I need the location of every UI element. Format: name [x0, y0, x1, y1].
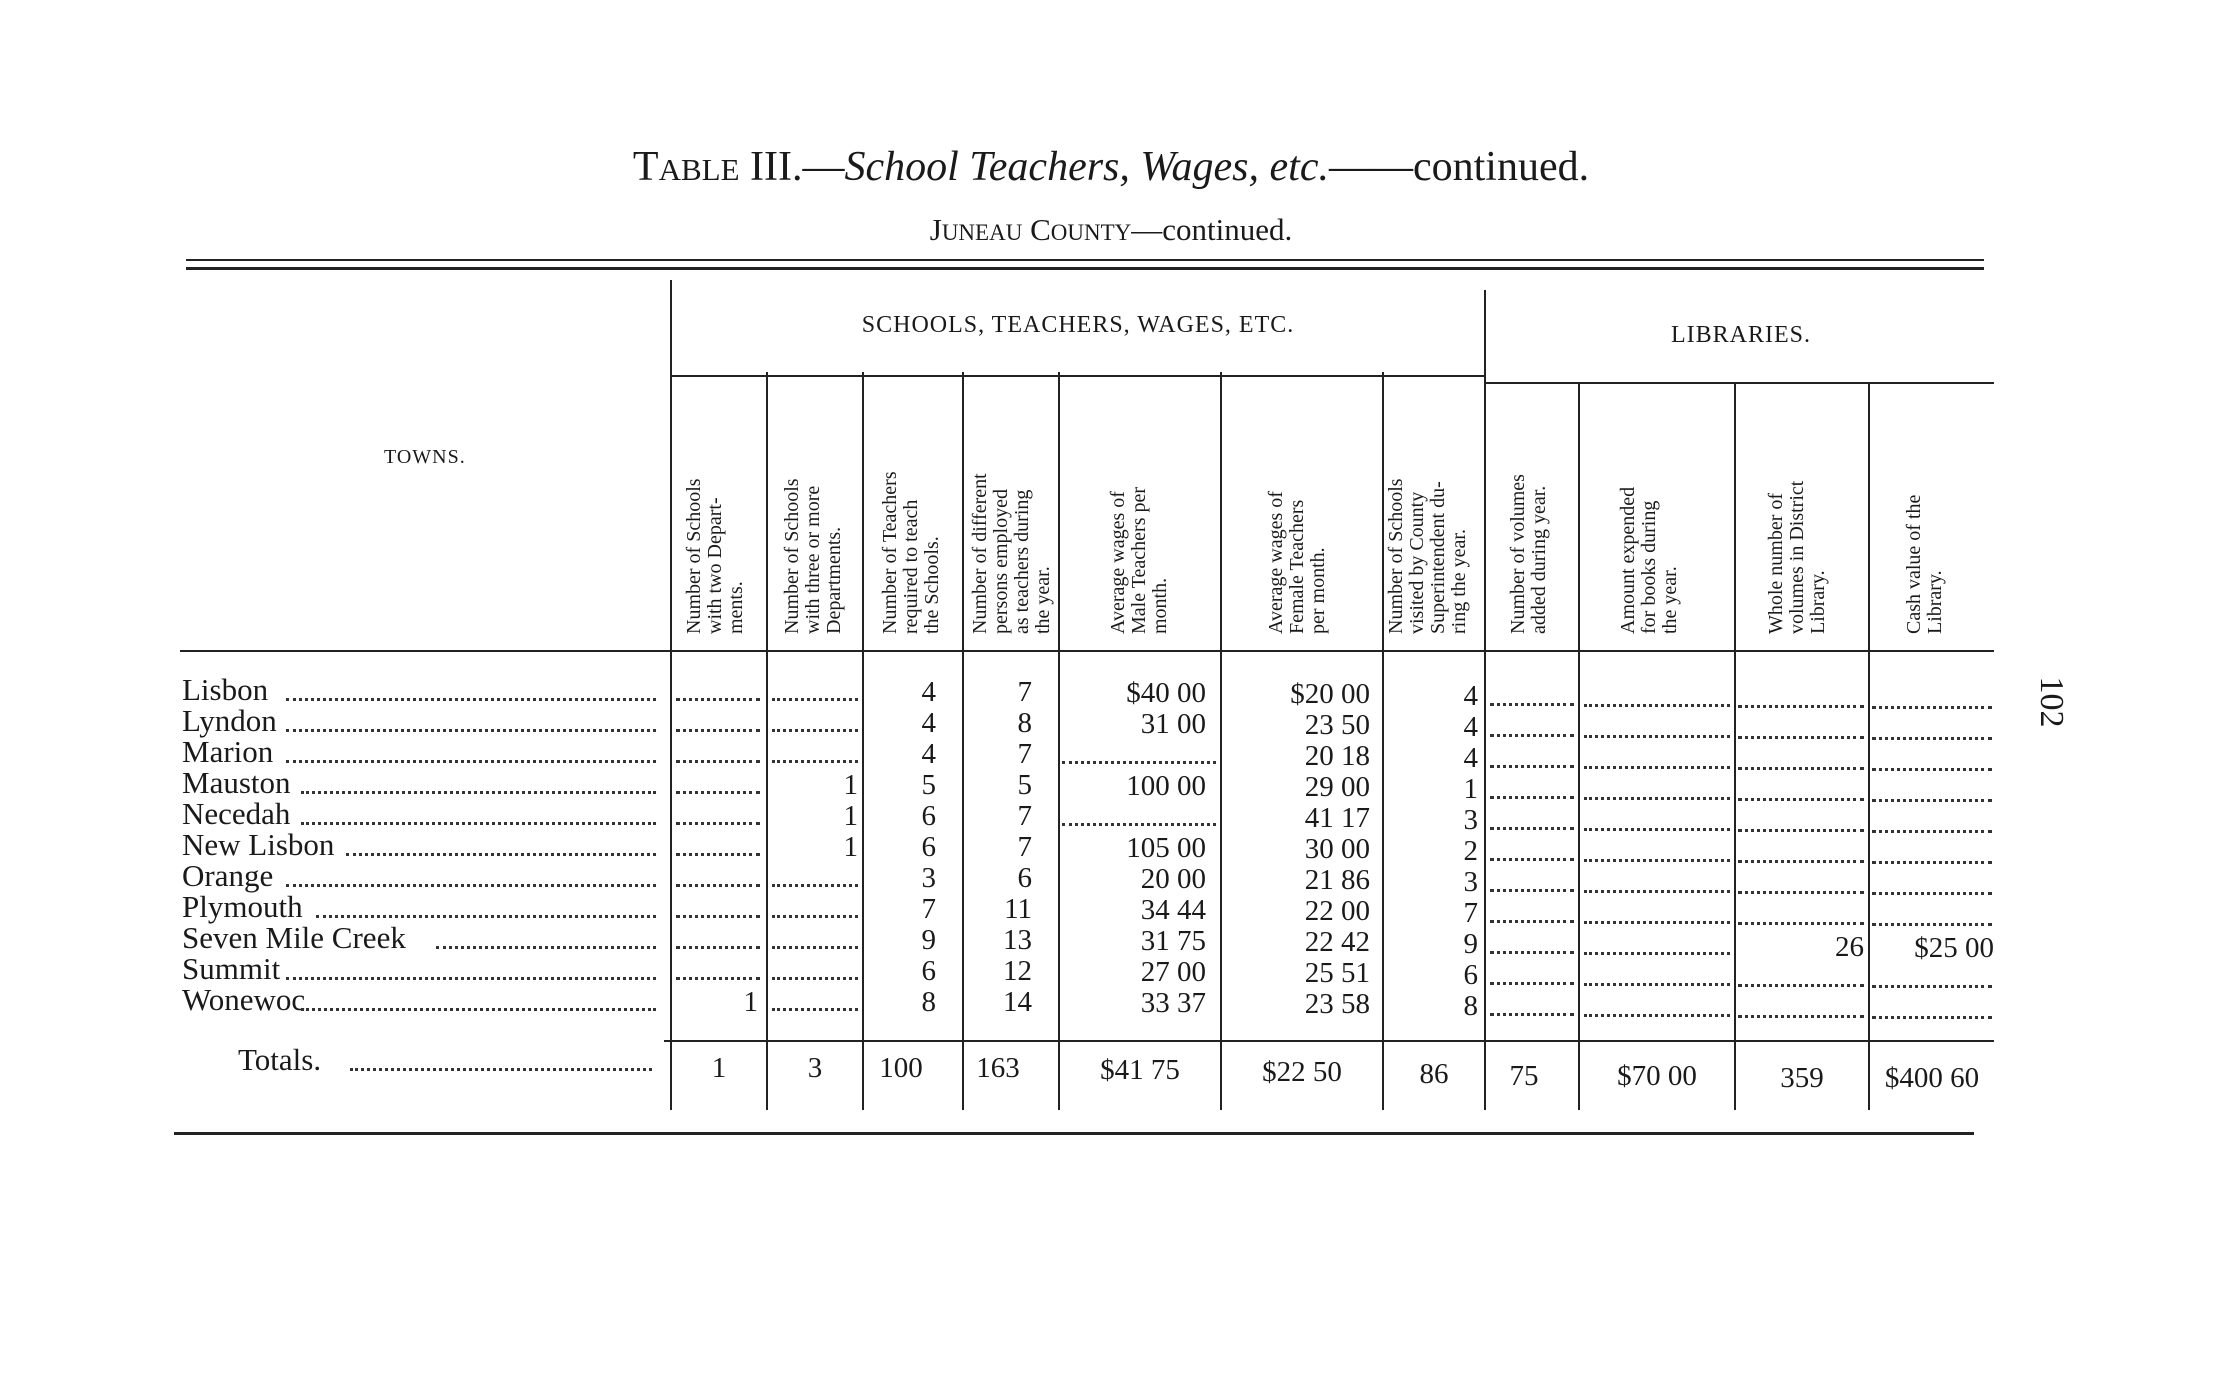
subtitle-uneau: UNEAU [941, 220, 1023, 245]
empty-cell-dots [1062, 761, 1216, 764]
cell-col3: 4 [921, 738, 936, 770]
empty-cell-dots [772, 729, 858, 732]
leader-dots [286, 884, 656, 887]
total-c6: $22 50 [1262, 1056, 1342, 1088]
empty-cell-dots [676, 729, 760, 732]
cell-col5: 31 75 [1140, 925, 1206, 957]
empty-cell-dots [772, 946, 858, 949]
cell-col3: 9 [921, 924, 936, 956]
leader-dots [286, 729, 656, 732]
col-rule [1868, 382, 1870, 1110]
cell-col6: 22 00 [1304, 895, 1370, 927]
cell-col6: 23 50 [1304, 709, 1370, 741]
empty-cell-dots [1490, 889, 1574, 892]
total-c2: 3 [807, 1052, 823, 1084]
empty-cell-dots [1490, 765, 1574, 768]
empty-cell-dots [1872, 768, 1992, 771]
towns-header: TOWNS. [384, 446, 466, 468]
cell-col7: 2 [1463, 835, 1478, 867]
cell-col5: 33 37 [1140, 987, 1206, 1019]
cell-col10: 26 [1835, 931, 1864, 963]
cell-col6: 29 00 [1304, 771, 1370, 803]
cell-col7: 8 [1463, 990, 1478, 1022]
town-name: Lyndon [182, 703, 277, 738]
cell-col7: 4 [1463, 742, 1478, 774]
empty-cell-dots [676, 698, 760, 701]
colhead-7: Number of Schools visited by County Superintendent du- ring the year. [1385, 478, 1470, 634]
cell-col6: 20 18 [1304, 740, 1370, 772]
town-name: Plymouth [182, 889, 303, 924]
totals-label: Totals. [238, 1042, 322, 1077]
empty-cell-dots [772, 760, 858, 763]
town-name: Necedah [182, 796, 291, 831]
total-c8: 75 [1509, 1060, 1539, 1092]
cell-col1: 1 [743, 986, 758, 1018]
total-c7: 86 [1419, 1058, 1449, 1090]
leader-dots [316, 915, 656, 918]
subtitle-tail: —continued. [1131, 212, 1293, 247]
colhead-2: Number of Schools with three or more Departments. [781, 478, 845, 634]
col-rule [766, 372, 768, 1110]
empty-cell-dots [676, 791, 760, 794]
group-schools: SCHOOLS, TEACHERS, WAGES, ETC. [861, 312, 1295, 338]
leader-dots [286, 977, 656, 980]
empty-cell-dots [676, 915, 760, 918]
town-name: Summit [182, 951, 281, 986]
group-rule-schools [672, 375, 1486, 377]
cell-col3: 6 [921, 831, 936, 863]
town-name: Marion [182, 734, 274, 769]
empty-cell-dots [1584, 797, 1730, 800]
subtitle-ounty: OUNTY [1050, 220, 1132, 245]
leader-dots [301, 822, 656, 825]
empty-cell-dots [1738, 1015, 1864, 1018]
colhead-10: Whole number of volumes in District Library. [1765, 480, 1829, 634]
colhead-11: Cash value of the Library. [1903, 494, 1946, 634]
leader-dots [286, 698, 656, 701]
totals-rule [664, 1040, 1994, 1042]
leader-dots [301, 1008, 656, 1011]
col-rule [1578, 382, 1580, 1110]
empty-cell-dots [772, 977, 858, 980]
table-subtitle [0, 212, 2222, 248]
title-dash: — [802, 144, 845, 190]
title-roman: III. [750, 144, 803, 190]
empty-cell-dots [1490, 734, 1574, 737]
empty-cell-dots [1584, 952, 1730, 955]
empty-cell-dots [1738, 860, 1864, 863]
empty-cell-dots [1872, 737, 1992, 740]
total-c3: 100 [879, 1052, 923, 1084]
cell-col6: 22 42 [1304, 926, 1370, 958]
cell-col4: 11 [1004, 893, 1032, 925]
empty-cell-dots [676, 853, 760, 856]
empty-cell-dots [1872, 892, 1992, 895]
cell-col11: $25 00 [1914, 932, 1994, 964]
empty-cell-dots [676, 760, 760, 763]
cell-col2: 1 [843, 800, 858, 832]
colhead-3: Number of Teachers required to teach the Schools. [879, 471, 943, 634]
cell-col4: 14 [1003, 986, 1032, 1018]
empty-cell-dots [1584, 1014, 1730, 1017]
bottom-rule [174, 1132, 1974, 1135]
empty-cell-dots [1584, 983, 1730, 986]
colhead-5: Average wages of Male Teachers per month. [1107, 486, 1171, 634]
page-number: 102 [2033, 676, 2070, 728]
cell-col4: 7 [1017, 831, 1032, 863]
total-c1: 1 [711, 1052, 727, 1084]
empty-cell-dots [1062, 823, 1216, 826]
leader-dots [436, 946, 656, 949]
table-title [0, 143, 2222, 191]
empty-cell-dots [1872, 830, 1992, 833]
cell-col6: 23 58 [1304, 988, 1370, 1020]
empty-cell-dots [1738, 798, 1864, 801]
empty-cell-dots [1584, 704, 1730, 707]
cell-col4: 5 [1017, 769, 1032, 801]
town-name: Mauston [182, 765, 291, 800]
totals-leader [350, 1068, 652, 1071]
empty-cell-dots [1738, 829, 1864, 832]
title-first-letter: T [632, 144, 659, 190]
empty-cell-dots [1872, 923, 1992, 926]
subtitle-c: C [1030, 212, 1051, 247]
town-name: Wonewoc [182, 982, 306, 1017]
col-rule [1484, 290, 1486, 1110]
cell-col4: 12 [1003, 955, 1032, 987]
cell-col4: 7 [1017, 676, 1032, 708]
town-name: Orange [182, 858, 274, 893]
title-italic: School Teachers, Wages, etc. [844, 144, 1329, 190]
empty-cell-dots [1738, 705, 1864, 708]
total-c5: $41 75 [1100, 1054, 1180, 1086]
empty-cell-dots [1872, 1016, 1992, 1019]
cell-col3: 4 [921, 707, 936, 739]
empty-cell-dots [1738, 767, 1864, 770]
cell-col3: 6 [921, 800, 936, 832]
empty-cell-dots [676, 946, 760, 949]
cell-col4: 6 [1017, 862, 1032, 894]
cell-col5: 100 00 [1126, 770, 1206, 802]
cell-col7: 9 [1463, 928, 1478, 960]
empty-cell-dots [1738, 922, 1864, 925]
cell-col4: 8 [1017, 707, 1032, 739]
cell-col3: 8 [921, 986, 936, 1018]
cell-col2: 1 [843, 769, 858, 801]
town-name: Lisbon [182, 672, 269, 707]
cell-col7: 6 [1463, 959, 1478, 991]
cell-col6: $20 00 [1290, 678, 1370, 710]
colhead-4: Number of different persons employed as teachers during the year. [969, 473, 1054, 634]
cell-col7: 3 [1463, 866, 1478, 898]
empty-cell-dots [1490, 827, 1574, 830]
empty-cell-dots [772, 884, 858, 887]
empty-cell-dots [1490, 703, 1574, 706]
cell-col5: $40 00 [1126, 677, 1206, 709]
header-bottom-rule [180, 650, 1994, 652]
town-name: New Lisbon [182, 827, 335, 862]
colhead-6: Average wages of Female Teachers per month. [1265, 491, 1329, 634]
top-rule-1 [186, 259, 1984, 261]
cell-col7: 3 [1463, 804, 1478, 836]
empty-cell-dots [1872, 706, 1992, 709]
colhead-1: Number of Schools with two Depart- ments. [683, 478, 747, 634]
cell-col5: 31 00 [1140, 708, 1206, 740]
colhead-8: Number of volumes added during year. [1507, 474, 1550, 634]
empty-cell-dots [1584, 766, 1730, 769]
empty-cell-dots [1738, 736, 1864, 739]
leader-dots [286, 760, 656, 763]
subtitle-j: J [929, 212, 942, 247]
empty-cell-dots [1584, 735, 1730, 738]
empty-cell-dots [772, 698, 858, 701]
cell-col6: 30 00 [1304, 833, 1370, 865]
top-rule-2 [186, 267, 1984, 270]
empty-cell-dots [1490, 796, 1574, 799]
cell-col3: 5 [921, 769, 936, 801]
leader-dots [346, 853, 656, 856]
empty-cell-dots [1584, 828, 1730, 831]
empty-cell-dots [1584, 921, 1730, 924]
empty-cell-dots [1490, 982, 1574, 985]
col-rule [1734, 382, 1736, 1110]
total-c9: $70 00 [1617, 1060, 1697, 1092]
cell-col7: 7 [1463, 897, 1478, 929]
cell-col7: 4 [1463, 711, 1478, 743]
empty-cell-dots [1490, 920, 1574, 923]
empty-cell-dots [676, 822, 760, 825]
cell-col3: 6 [921, 955, 936, 987]
cell-col6: 21 86 [1304, 864, 1370, 896]
title-caps: ABLE [658, 152, 740, 187]
cell-col3: 3 [921, 862, 936, 894]
cell-col5: 105 00 [1126, 832, 1206, 864]
empty-cell-dots [676, 884, 760, 887]
total-c4: 163 [976, 1052, 1020, 1084]
leader-dots [301, 791, 656, 794]
cell-col5: 27 00 [1140, 956, 1206, 988]
empty-cell-dots [1490, 1013, 1574, 1016]
cell-col7: 4 [1463, 680, 1478, 712]
cell-col4: 7 [1017, 738, 1032, 770]
cell-col2: 1 [843, 831, 858, 863]
empty-cell-dots [1584, 890, 1730, 893]
empty-cell-dots [772, 1008, 858, 1011]
empty-cell-dots [1872, 985, 1992, 988]
empty-cell-dots [1738, 984, 1864, 987]
cell-col4: 7 [1017, 800, 1032, 832]
cell-col6: 25 51 [1304, 957, 1370, 989]
cell-col5: 20 00 [1140, 863, 1206, 895]
total-c11: $400 60 [1884, 1062, 1980, 1094]
town-name: Seven Mile Creek [182, 920, 406, 955]
empty-cell-dots [772, 915, 858, 918]
empty-cell-dots [1490, 858, 1574, 861]
cell-col6: 41 17 [1304, 802, 1370, 834]
empty-cell-dots [1872, 799, 1992, 802]
empty-cell-dots [1872, 861, 1992, 864]
group-rule-libraries [1486, 382, 1994, 384]
cell-col5: 34 44 [1140, 894, 1206, 926]
colhead-9: Amount expended for books during the year. [1617, 486, 1681, 634]
cell-col4: 13 [1003, 924, 1032, 956]
title-tail: ——continued. [1328, 144, 1590, 190]
cell-col3: 7 [921, 893, 936, 925]
total-c10: 359 [1780, 1062, 1824, 1094]
group-libraries: LIBRARIES. [1670, 322, 1811, 348]
empty-cell-dots [676, 977, 760, 980]
empty-cell-dots [1738, 891, 1864, 894]
cell-col7: 1 [1463, 773, 1478, 805]
empty-cell-dots [1584, 859, 1730, 862]
empty-cell-dots [1490, 951, 1574, 954]
cell-col3: 4 [921, 676, 936, 708]
